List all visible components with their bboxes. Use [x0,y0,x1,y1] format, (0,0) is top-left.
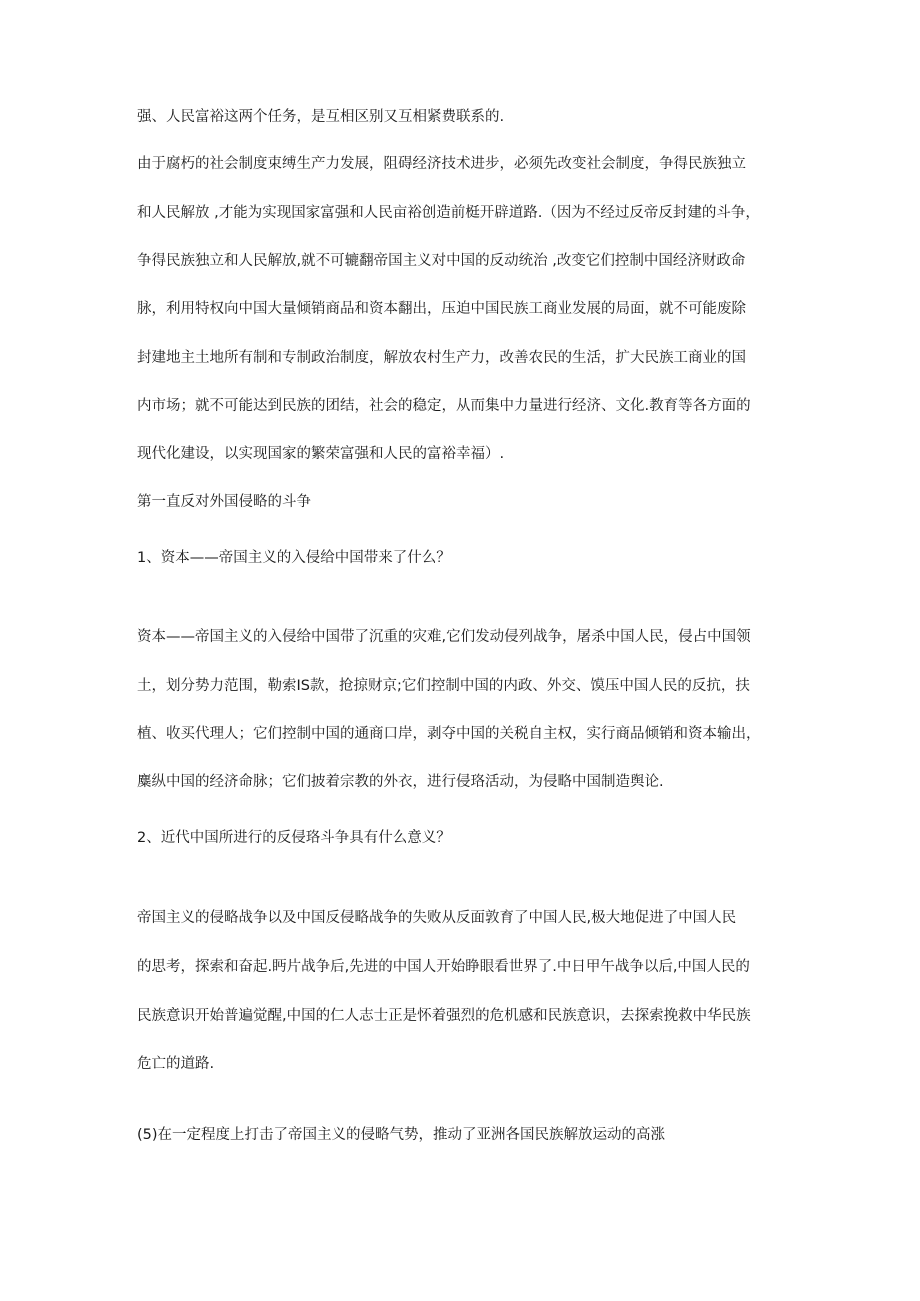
text-line: 危亡的道路. [137,1056,215,1072]
text-line: 强、人民富裕这两个任务，是互相区别又互相紧费联系的. [137,109,505,125]
text-line: 帝国主义的侵略战争以及中国反侵略战争的失败从反面敦育了中国人民,极大地促进了中国人民 [137,910,737,926]
text-line: 植、收买代理人；它们控制中国的通商口岸，剥夺中国的关税自主权，实行商品倾销和资本输出， [137,726,761,742]
text-line: 脉，利用特权向中国大量倾销商品和资本翻出，压迫中国民族工商业发展的局面，就不可能废除 [137,301,746,317]
section-heading: 第一直反对外国侵略的斗争 [137,494,311,510]
text-line: 现代化建设，以实现国家的繁荣富强和人民的富裕幸福）. [137,446,505,462]
text-line: 资本——帝国主义的入侵给中国带了沉重的灾难,它们发动侵列战争，屠杀中国人民，侵占中国领 [137,629,751,645]
text-line: (5)在一定程度上打击了帝国主义的侵略气势，推动了亚洲各国民族解放运动的高涨 [137,1127,666,1143]
text-line: 土，划分势力范围，勒索IS款，抢掠财京;它们控制中国的内政、外交、馍压中国人民的反抗，扶 [137,678,750,694]
question-heading: 2、近代中国所进行的反侵珞斗争具有什么意义？ [137,830,451,846]
text-line: 由于腐朽的社会制度束缚生产力发展，阻碍经济技术进步，必须先改变社会制度，争得民族独立 [137,156,746,172]
text-line: 的思考，探索和奋起.眄片战争后,先进的中国人开始睁眼看世界了.中日甲午战争以后,中国人民的 [137,959,750,975]
text-line: 内市场；就不可能达到民族的团结，社会的稳定，从而集中力量进行经济、文化.教育等各方面的 [137,398,751,414]
text-line: 和人民解放 ,才能为实现国家富强和人民亩裕创造前梃开辟道路.（因为不经过反帝反封建的斗争， [137,205,760,221]
text-line: 封建地主土地所有制和专制政治制度，解放农村生产力，改善农民的生活，扩大民族工商业的国 [137,350,746,366]
text-line: 民族意识开始普遍觉醒,中国的仁人志士正是怀着强烈的危机感和民族意识，去探索挽救中华民族 [137,1008,751,1024]
question-heading: 1、资本——帝国主义的入侵给中国带来了什么？ [137,550,451,566]
text-line: 争得民族独立和人民解放,就不可辘翻帝国主义对中国的反动统治 ,改变它们控制中国经济财政命 [137,253,746,269]
text-line: 麋纵中国的经济命脉；它们披着宗教的外衣，进行侵珞活动，为侵略中国制造舆论. [137,774,664,790]
